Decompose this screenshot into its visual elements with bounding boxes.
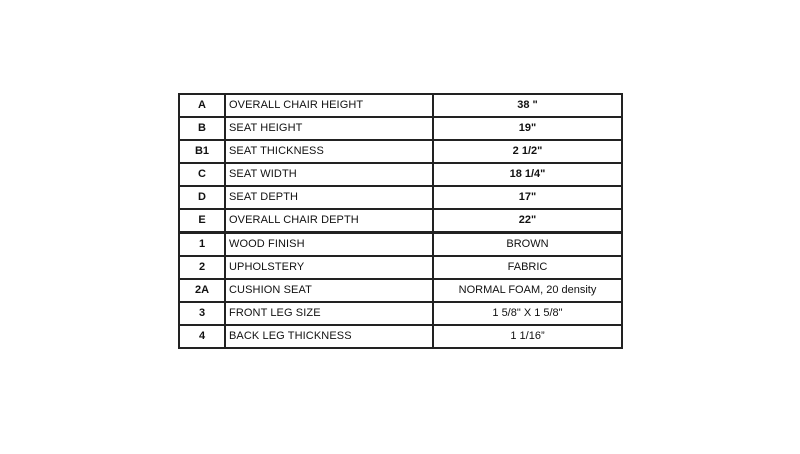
row-value: BROWN — [433, 233, 622, 257]
row-label: SEAT DEPTH — [225, 186, 433, 209]
row-value: 17" — [433, 186, 622, 209]
chair-spec-table — [178, 93, 623, 349]
row-label: SEAT THICKNESS — [225, 140, 433, 163]
row-label: FRONT LEG SIZE — [225, 302, 433, 325]
table-row — [179, 186, 622, 209]
table-row — [179, 140, 622, 163]
row-value: NORMAL FOAM, 20 density — [433, 279, 622, 302]
row-code: B1 — [179, 140, 225, 163]
table-row — [179, 163, 622, 186]
table-row — [179, 209, 622, 233]
row-label: OVERALL CHAIR DEPTH — [225, 209, 433, 233]
table-row — [179, 233, 622, 257]
row-code: B — [179, 117, 225, 140]
row-label: WOOD FINISH — [225, 233, 433, 257]
row-label: OVERALL CHAIR HEIGHT — [225, 94, 433, 117]
row-value: 18 1/4" — [433, 163, 622, 186]
row-value: 19" — [433, 117, 622, 140]
row-code: 2 — [179, 256, 225, 279]
table-row — [179, 94, 622, 117]
row-label: SEAT HEIGHT — [225, 117, 433, 140]
row-code: A — [179, 94, 225, 117]
table-row — [179, 302, 622, 325]
row-value: 22" — [433, 209, 622, 233]
table-row — [179, 279, 622, 302]
row-label: SEAT WIDTH — [225, 163, 433, 186]
row-code: 2A — [179, 279, 225, 302]
row-value: FABRIC — [433, 256, 622, 279]
row-code: E — [179, 209, 225, 233]
row-code: 3 — [179, 302, 225, 325]
row-code: C — [179, 163, 225, 186]
row-code: D — [179, 186, 225, 209]
table-row — [179, 256, 622, 279]
row-code: 1 — [179, 233, 225, 257]
row-value: 1 1/16” — [433, 325, 622, 348]
row-label: CUSHION SEAT — [225, 279, 433, 302]
table-row — [179, 325, 622, 348]
row-label: BACK LEG THICKNESS — [225, 325, 433, 348]
table-row — [179, 117, 622, 140]
row-value: 1 5/8" X 1 5/8" — [433, 302, 622, 325]
row-code: 4 — [179, 325, 225, 348]
row-value: 38 " — [433, 94, 622, 117]
row-value: 2 1/2" — [433, 140, 622, 163]
row-label: UPHOLSTERY — [225, 256, 433, 279]
